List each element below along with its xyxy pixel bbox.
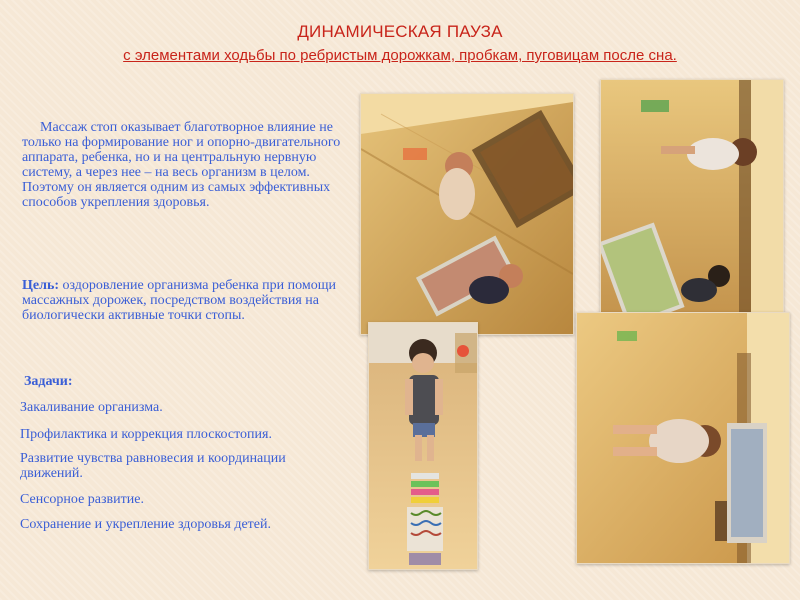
task-item: Профилактика и коррекция плоскостопия. xyxy=(20,427,272,442)
goal-text: оздоровление организма ребенка при помощи массажных дорожек, посредством воздействия на биологически активные точки стопы. xyxy=(22,278,337,323)
tasks-label: Задачи: xyxy=(24,374,73,389)
photo-child-on-mats-bottom xyxy=(576,312,790,564)
photo-children-on-mats xyxy=(360,93,574,335)
goal-paragraph xyxy=(22,278,347,323)
slide-subtitle: с элементами ходьбы по ребристым дорожкам, пробкам, пуговицам после сна. xyxy=(123,47,677,64)
photo-child-walking-top xyxy=(600,79,784,331)
task-item: Сохранение и укрепление здоровья детей. xyxy=(20,517,272,532)
task-item: Закаливание организма. xyxy=(20,400,163,415)
task-item: Развитие чувства равновесия и координации движений. xyxy=(20,451,286,481)
slide-title: ДИНАМИЧЕСКАЯ ПАУЗА xyxy=(297,22,503,41)
photo-boy-on-path xyxy=(368,322,478,570)
task-item: Сенсорное развитие. xyxy=(20,492,144,507)
intro-paragraph: Массаж стоп оказывает благотворное влияние не только на формирование ног и опорно-двигательного аппарата, ребенка, но и на центральную нервную систему, а через нее – на весь организм в целом. Поэтому он является одним из самых эффективных способов укрепления здоровья. xyxy=(22,120,341,210)
goal-label: Цель: xyxy=(22,278,60,293)
